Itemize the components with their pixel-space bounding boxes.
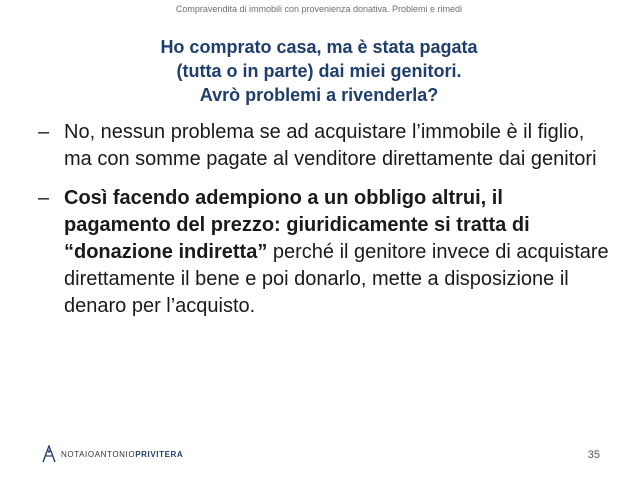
footer-logo bbox=[42, 444, 183, 464]
bullet-bold-text: Così facendo adempiono a un obbligo altrui, il pagamento del prezzo: giuridicamente si tratta di “donazione indiretta” bbox=[64, 187, 530, 263]
title-line-3: Avrò problemi a rivenderla? bbox=[199, 85, 439, 105]
bullet-item bbox=[38, 119, 610, 173]
logo-text bbox=[61, 450, 183, 459]
slide-title bbox=[60, 35, 578, 107]
title-line-1: Ho comprato casa, ma è stata pagata bbox=[160, 37, 478, 57]
notary-logo-icon bbox=[42, 445, 56, 463]
slide-header: Compravendita di immobili con provenienza donativa. Problemi e rimedi bbox=[175, 4, 463, 14]
bullet-dash: – bbox=[38, 187, 50, 209]
bullet-dash: – bbox=[38, 121, 50, 143]
logo-text-notaio: NOTAIO bbox=[61, 449, 95, 459]
logo-text-privitera: PRIVITERA bbox=[135, 449, 184, 459]
bullet-list bbox=[38, 119, 610, 320]
bullet-text: No, nessun problema se ad acquistare l’immobile è il figlio, ma con somme pagate al venditore direttamente dai genitori bbox=[64, 121, 597, 170]
bullet-item bbox=[38, 185, 610, 320]
title-line-2: (tutta o in parte) dai miei genitori. bbox=[176, 61, 462, 81]
page-number: 35 bbox=[587, 449, 600, 461]
logo-text-antonio: ANTONIO bbox=[94, 449, 136, 459]
bullet-text: perché il genitore invece di acquistare direttamente il bene e poi donarlo, mette a disposizione il denaro per l’acquisto. bbox=[64, 241, 609, 317]
